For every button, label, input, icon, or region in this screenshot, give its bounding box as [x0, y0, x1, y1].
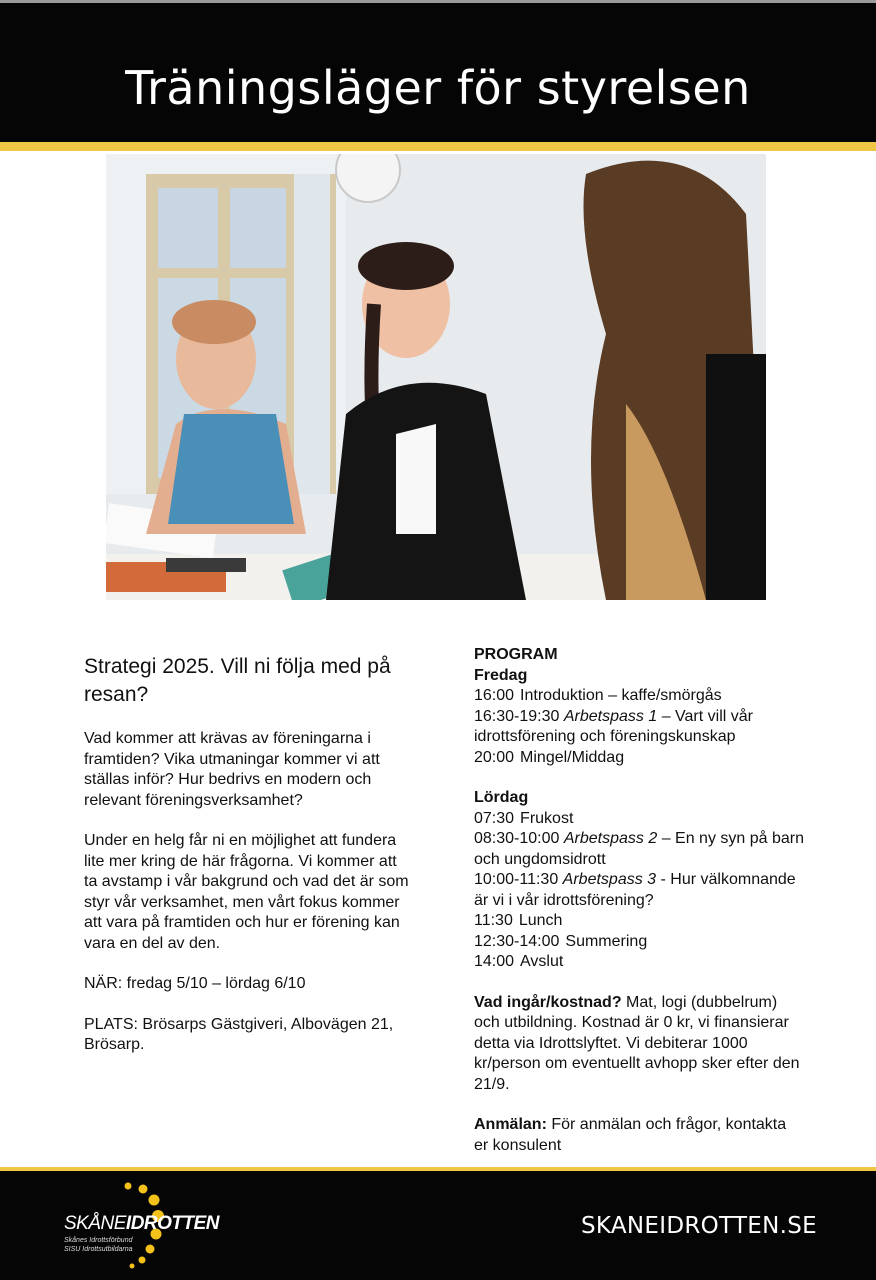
schedule-time: 07:30 [474, 809, 515, 827]
schedule-session: Arbetspass 1 [563, 707, 658, 725]
logo-wordmark-b: IDROTTEN [125, 1213, 220, 1234]
when-label: NÄR [84, 975, 118, 992]
when-line [84, 974, 414, 995]
intro-paragraph-1: Vad kommer att krävas av föreningarna i framtiden? Vika utmaningar kommer vi att ställas inför? Hur bedrivs en modern och relevant föreningsverksamhet? [84, 730, 380, 809]
intro-heading: Strategi 2025. Vill ni följa med på resan? [84, 655, 391, 706]
schedule-text: - Hur välkomnande är vi i vår idrottsförening? [474, 871, 796, 909]
signup-paragraph [474, 1115, 804, 1156]
intro-column [84, 653, 414, 1076]
logo-wordmark [64, 1213, 219, 1235]
schedule-item [474, 911, 804, 932]
place-line [84, 1015, 414, 1056]
schedule-item [474, 809, 804, 830]
signup-label: Anmälan: [474, 1116, 547, 1133]
cost-label: Vad ingår/kostnad? [474, 993, 622, 1011]
schedule-text: Lunch [518, 912, 563, 929]
program-column [474, 645, 804, 1156]
page-title: Träningsläger för styrelsen [125, 61, 751, 115]
schedule-time: 14:00 [474, 953, 515, 970]
schedule-item [474, 748, 804, 769]
schedule-text: Avslut [520, 953, 564, 970]
logo-wordmark-a: SKÅNE [64, 1213, 126, 1234]
signup-text: För anmälan och frågor, kontakta er konsulent [474, 1116, 787, 1154]
schedule-time: 11:30 [474, 912, 513, 929]
hero-photo [106, 154, 766, 600]
skaneidrotten-logo [58, 1179, 258, 1274]
schedule-text: Introduktion – kaffe/smörgås [520, 687, 722, 704]
schedule-item [474, 707, 804, 748]
logo-subtitle-1: Skånes Idrottsförbund [64, 1237, 133, 1244]
logo-subtitle [64, 1236, 133, 1254]
schedule-text: Frukost [520, 809, 574, 827]
schedule-time: 16:30-19:30 [474, 707, 560, 725]
cost-paragraph [474, 993, 804, 1096]
header-band [0, 0, 876, 142]
website-url[interactable]: SKANEIDROTTEN.SE [580, 1213, 817, 1239]
logo-subtitle-2: SISU Idrottsutbildarna [64, 1246, 133, 1253]
cost-text: Mat, logi (dubbelrum) och utbildning. Kostnad är 0 kr, vi finansierar detta via Idrottslyftet. Vi debiterar 1000 kr/person om eventuellt avhopp sker efter den 21/9. [474, 993, 800, 1093]
schedule-text: Mingel/Middag [520, 748, 625, 766]
schedule-item [474, 870, 804, 911]
schedule-item [474, 952, 804, 973]
schedule-time: 12:30-14:00 [474, 932, 560, 950]
schedule-time: 16:00 [474, 687, 515, 704]
place-label: PLATS: [84, 1015, 138, 1033]
intro-paragraph-2: Under en helg får ni en möjlighet att fundera lite mer kring de här frågorna. Vi kommer att ta avstamp i vår bakgrund och vad det är som styr vår verksamhet, men vårt fokus kommer att vara på framtiden och hur er förening kan vara en del av den. [84, 832, 409, 952]
schedule-time: 10:00-11:30 [474, 871, 559, 888]
schedule-text: – Vart vill vår idrottsförening och föreningskunskap [474, 707, 753, 745]
schedule-text: Summering [565, 932, 648, 950]
schedule-time: 20:00 [474, 748, 515, 766]
schedule-time: 08:30-10:00 [474, 830, 560, 847]
footer-band [0, 1171, 876, 1280]
when-value: : fredag 5/10 – lördag 6/10 [117, 975, 306, 992]
day-title-saturday: Lördag [474, 789, 529, 806]
schedule-session: Arbetspass 2 [563, 830, 658, 847]
day-title-friday: Fredag [474, 666, 528, 684]
schedule-item [474, 686, 804, 707]
accent-divider-top [0, 142, 876, 151]
place-value: Brösarps Gästgiveri, Albovägen 21, Brösarp. [84, 1015, 394, 1053]
schedule-item [474, 829, 804, 870]
program-title: PROGRAM [474, 646, 558, 663]
schedule-item [474, 932, 804, 953]
schedule-text: – En ny syn på barn och ungdomsidrott [474, 830, 805, 868]
schedule-session: Arbetspass 3 [562, 871, 657, 888]
